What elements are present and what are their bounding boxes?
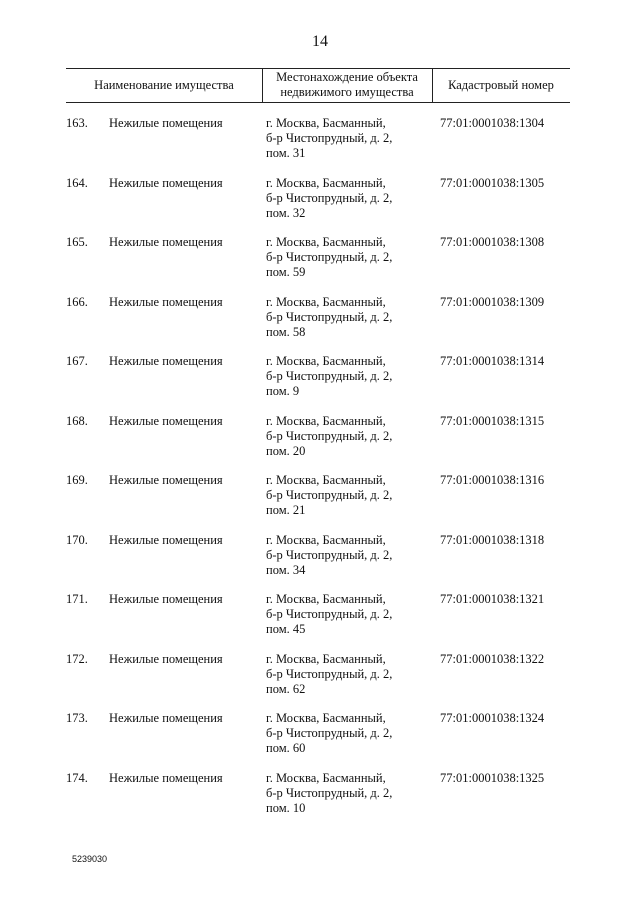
property-name: Нежилые помещения — [109, 770, 223, 785]
property-location — [266, 771, 436, 817]
property-location — [266, 592, 436, 638]
location-line: пом. 10 — [266, 800, 306, 815]
location-line: б-р Чистопрудный, д. 2, — [266, 547, 393, 562]
row-number: 164. — [66, 175, 88, 190]
location-line: б-р Чистопрудный, д. 2, — [266, 309, 393, 324]
location-line: г. Москва, Басманный, — [266, 116, 386, 130]
cadastral-number: 77:01:0001038:1315 — [440, 413, 545, 428]
location-line: б-р Чистопрудный, д. 2, — [266, 190, 393, 205]
location-line: б-р Чистопрудный, д. 2, — [266, 131, 393, 146]
location-line: б-р Чистопрудный, д. 2, — [266, 726, 393, 741]
table-row — [0, 235, 640, 295]
location-line: пом. 62 — [266, 681, 306, 696]
location-line: б-р Чистопрудный, д. 2, — [266, 369, 393, 384]
table-row — [0, 711, 640, 771]
location-line: г. Москва, Басманный, — [266, 592, 386, 606]
property-location — [266, 533, 436, 579]
table-row — [0, 176, 640, 236]
table-row — [0, 354, 640, 414]
document-code: 5239030 — [72, 854, 108, 864]
property-location — [266, 711, 436, 757]
property-name: Нежилые помещения — [109, 473, 223, 487]
column-header-cadastral: Кадастровый номер — [448, 78, 554, 92]
property-name: Нежилые помещения — [109, 235, 223, 249]
location-line: б-р Чистопрудный, д. 2, — [266, 666, 393, 681]
cadastral-number: 77:01:0001038:1322 — [440, 651, 545, 666]
cadastral-number: 77:01:0001038:1318 — [440, 532, 545, 547]
property-name: Нежилые помещения — [109, 651, 223, 666]
table-row — [0, 473, 640, 533]
location-line: б-р Чистопрудный, д. 2, — [266, 785, 393, 800]
property-name: Нежилые помещения — [109, 532, 223, 547]
cadastral-number: 77:01:0001038:1316 — [440, 473, 545, 487]
property-location — [266, 414, 436, 460]
table-header-bottom-rule — [66, 102, 570, 103]
table-row — [0, 592, 640, 652]
table-body — [0, 116, 640, 830]
row-number: 171. — [66, 592, 88, 606]
column-header-location-line1: Местонахождение объекта — [276, 70, 418, 84]
property-name: Нежилые помещения — [109, 592, 223, 606]
cadastral-number: 77:01:0001038:1325 — [440, 770, 545, 785]
location-line: г. Москва, Басманный, — [266, 235, 386, 249]
row-number: 163. — [66, 116, 88, 130]
location-line: б-р Чистопрудный, д. 2, — [266, 428, 393, 443]
location-line: г. Москва, Басманный, — [266, 711, 386, 725]
row-number: 174. — [66, 770, 88, 785]
location-line: г. Москва, Басманный, — [266, 770, 386, 785]
column-header-location — [262, 70, 432, 100]
property-location — [266, 295, 436, 341]
location-line: г. Москва, Басманный, — [266, 473, 386, 487]
location-line: б-р Чистопрудный, д. 2, — [266, 607, 393, 622]
location-line: г. Москва, Басманный, — [266, 532, 386, 547]
row-number: 170. — [66, 532, 88, 547]
property-name: Нежилые помещения — [109, 116, 223, 130]
property-location — [266, 354, 436, 400]
location-line: пом. 34 — [266, 562, 306, 577]
property-name: Нежилые помещения — [109, 175, 223, 190]
cadastral-number: 77:01:0001038:1309 — [440, 294, 545, 309]
property-location — [266, 473, 436, 519]
property-location — [266, 652, 436, 698]
row-number: 173. — [66, 711, 88, 725]
location-line: пом. 60 — [266, 741, 306, 756]
table-row — [0, 116, 640, 176]
location-line: г. Москва, Басманный, — [266, 175, 386, 190]
cadastral-number: 77:01:0001038:1324 — [440, 711, 545, 725]
location-line: б-р Чистопрудный, д. 2, — [266, 488, 393, 503]
table-row — [0, 414, 640, 474]
column-header-location-line2: недвижимого имущества — [280, 85, 414, 99]
column-header-name: Наименование имущества — [94, 78, 234, 92]
property-location — [266, 176, 436, 222]
location-line: б-р Чистопрудный, д. 2, — [266, 250, 393, 265]
location-line: г. Москва, Басманный, — [266, 413, 386, 428]
property-name: Нежилые помещения — [109, 294, 223, 309]
cadastral-number: 77:01:0001038:1304 — [440, 116, 545, 130]
location-line: г. Москва, Басманный, — [266, 651, 386, 666]
property-location — [266, 235, 436, 281]
location-line: пом. 45 — [266, 622, 306, 637]
row-number: 169. — [66, 473, 88, 487]
cadastral-number: 77:01:0001038:1305 — [440, 175, 545, 190]
table-row — [0, 295, 640, 355]
cadastral-number: 77:01:0001038:1314 — [440, 354, 545, 368]
page-number: 14 — [312, 33, 328, 50]
cadastral-number: 77:01:0001038:1321 — [440, 592, 545, 606]
property-name: Нежилые помещения — [109, 413, 223, 428]
location-line: пом. 21 — [266, 503, 306, 518]
cadastral-number: 77:01:0001038:1308 — [440, 235, 545, 249]
row-number: 172. — [66, 651, 88, 666]
table-row — [0, 652, 640, 712]
location-line: пом. 31 — [266, 146, 306, 161]
location-line: пом. 20 — [266, 443, 306, 458]
property-name: Нежилые помещения — [109, 354, 223, 368]
property-name: Нежилые помещения — [109, 711, 223, 725]
table-row — [0, 533, 640, 593]
location-line: г. Москва, Басманный, — [266, 294, 386, 309]
location-line: пом. 9 — [266, 384, 300, 399]
location-line: пом. 32 — [266, 205, 306, 220]
table-row — [0, 771, 640, 831]
row-number: 167. — [66, 354, 88, 368]
location-line: пом. 58 — [266, 324, 306, 339]
row-number: 165. — [66, 235, 88, 249]
location-line: г. Москва, Басманный, — [266, 354, 386, 368]
row-number: 166. — [66, 294, 88, 309]
row-number: 168. — [66, 413, 88, 428]
property-location — [266, 116, 436, 162]
location-line: пом. 59 — [266, 265, 306, 280]
table-header-top-rule — [66, 68, 570, 69]
